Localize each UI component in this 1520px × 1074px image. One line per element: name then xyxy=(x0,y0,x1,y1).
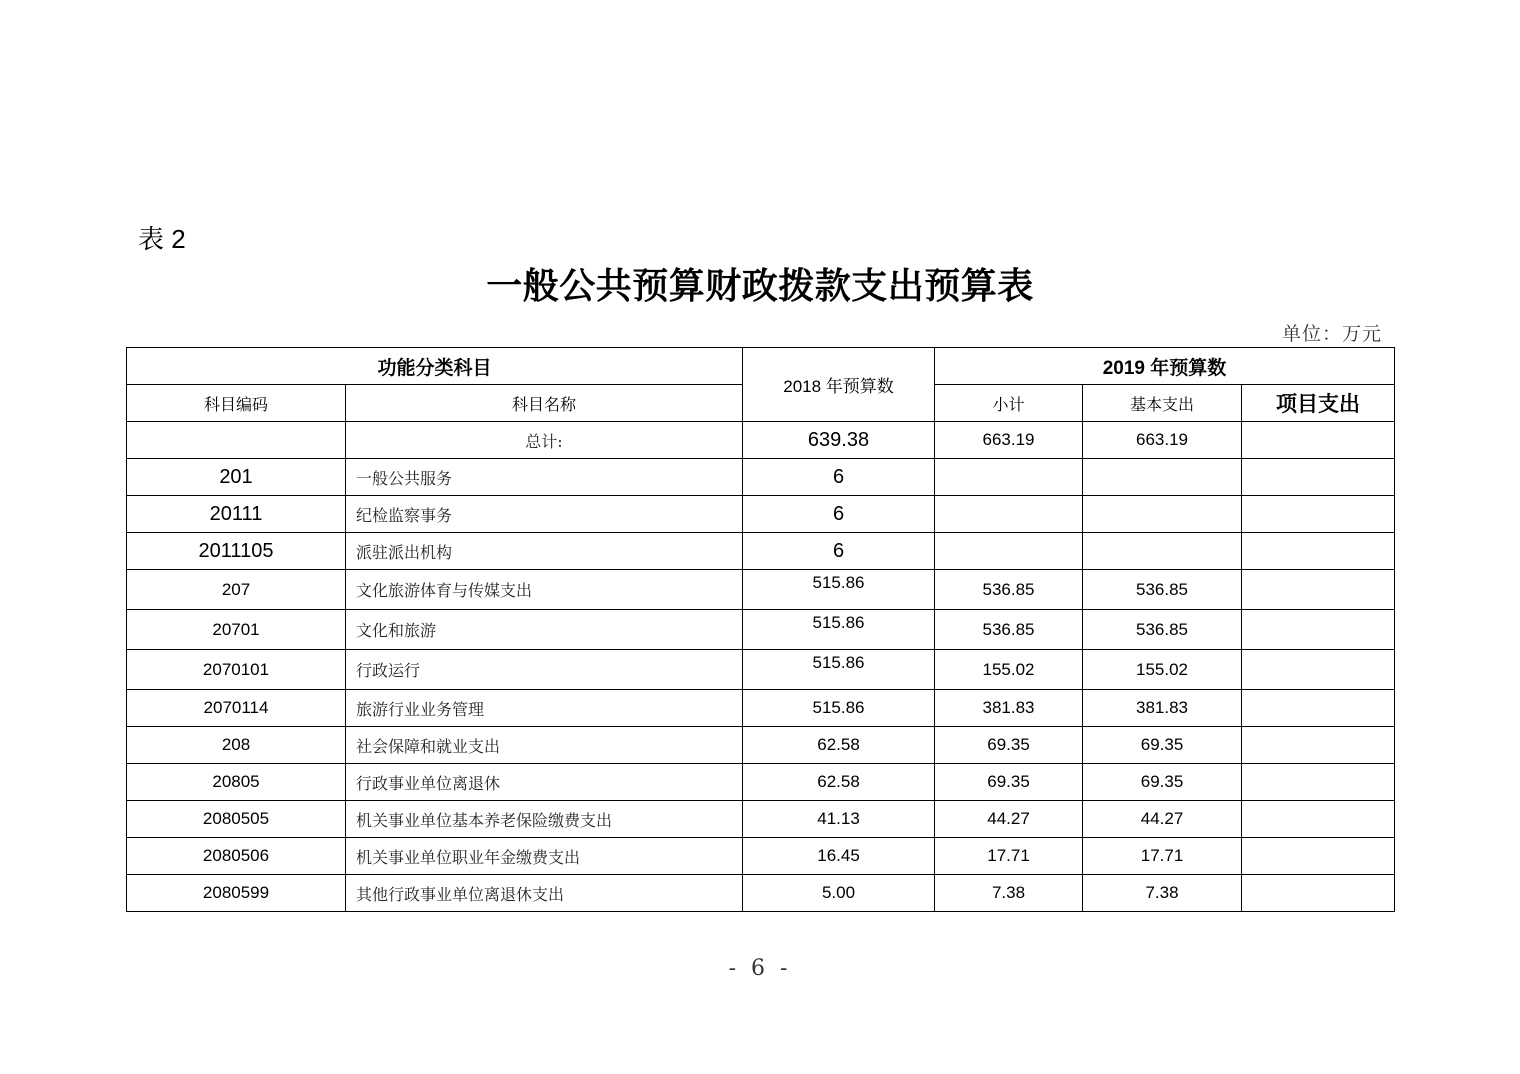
cell-project xyxy=(1242,459,1395,496)
cell-name: 行政运行 xyxy=(346,650,743,690)
cell-project xyxy=(1242,801,1395,838)
cell-subtotal: 536.85 xyxy=(935,570,1083,610)
cell-subtotal: 155.02 xyxy=(935,650,1083,690)
header-name: 科目名称 xyxy=(346,385,743,422)
table-row xyxy=(127,690,1395,727)
cell-project xyxy=(1242,727,1395,764)
cell-basic xyxy=(1083,496,1242,533)
header-basic: 基本支出 xyxy=(1083,385,1242,422)
cell-code xyxy=(127,422,346,459)
cell-budget-2018: 16.45 xyxy=(743,838,935,875)
cell-budget-2018: 515.86 xyxy=(743,690,935,727)
unit-note: 单位：万元 xyxy=(1281,323,1382,345)
cell-subtotal xyxy=(935,459,1083,496)
cell-subtotal: 381.83 xyxy=(935,690,1083,727)
cell-basic: 17.71 xyxy=(1083,838,1242,875)
cell-project xyxy=(1242,650,1395,690)
cell-name: 其他行政事业单位离退休支出 xyxy=(346,875,743,912)
cell-subtotal: 17.71 xyxy=(935,838,1083,875)
cell-basic xyxy=(1083,533,1242,570)
cell-basic: 155.02 xyxy=(1083,650,1242,690)
cell-project xyxy=(1242,496,1395,533)
cell-basic xyxy=(1083,459,1242,496)
cell-basic: 536.85 xyxy=(1083,570,1242,610)
cell-budget-2018: 6 xyxy=(743,533,935,570)
cell-code: 20805 xyxy=(127,764,346,801)
cell-name: 派驻派出机构 xyxy=(346,533,743,570)
cell-code: 2070101 xyxy=(127,650,346,690)
cell-budget-2018: 639.38 xyxy=(743,422,935,459)
cell-project xyxy=(1242,570,1395,610)
table-label: 表 2 xyxy=(138,224,186,254)
cell-budget-2018: 5.00 xyxy=(743,875,935,912)
table-row xyxy=(127,459,1395,496)
cell-name: 一般公共服务 xyxy=(346,459,743,496)
cell-name: 旅游行业业务管理 xyxy=(346,690,743,727)
document-title: 一般公共预算财政拨款支出预算表 xyxy=(486,265,1034,306)
header-code: 科目编码 xyxy=(127,385,346,422)
cell-basic: 381.83 xyxy=(1083,690,1242,727)
cell-subtotal: 69.35 xyxy=(935,727,1083,764)
cell-basic: 7.38 xyxy=(1083,875,1242,912)
cell-name: 行政事业单位离退休 xyxy=(346,764,743,801)
table-row xyxy=(127,570,1395,610)
cell-budget-2018: 6 xyxy=(743,459,935,496)
cell-code: 20701 xyxy=(127,610,346,650)
cell-code: 201 xyxy=(127,459,346,496)
cell-project xyxy=(1242,610,1395,650)
cell-project xyxy=(1242,838,1395,875)
cell-budget-2018: 6 xyxy=(743,496,935,533)
table-row xyxy=(127,801,1395,838)
cell-code: 2080599 xyxy=(127,875,346,912)
cell-name: 纪检监察事务 xyxy=(346,496,743,533)
cell-basic: 69.35 xyxy=(1083,764,1242,801)
cell-subtotal xyxy=(935,496,1083,533)
table-row-total xyxy=(127,422,1395,459)
cell-name: 总计: xyxy=(346,422,743,459)
budget-table xyxy=(126,347,1395,912)
table-row xyxy=(127,496,1395,533)
cell-name: 文化和旅游 xyxy=(346,610,743,650)
cell-budget-2018: 515.86 xyxy=(743,570,935,610)
page-number: - 6 - xyxy=(728,956,792,981)
cell-code: 207 xyxy=(127,570,346,610)
header-budget-2018: 2018 年预算数 xyxy=(743,348,935,422)
table-row xyxy=(127,727,1395,764)
cell-subtotal: 663.19 xyxy=(935,422,1083,459)
table-row xyxy=(127,875,1395,912)
cell-budget-2018: 41.13 xyxy=(743,801,935,838)
cell-budget-2018: 62.58 xyxy=(743,727,935,764)
cell-project xyxy=(1242,764,1395,801)
cell-code: 2011105 xyxy=(127,533,346,570)
cell-code: 2080506 xyxy=(127,838,346,875)
header-project: 项目支出 xyxy=(1242,385,1395,422)
cell-code: 208 xyxy=(127,727,346,764)
cell-budget-2018: 515.86 xyxy=(743,610,935,650)
cell-subtotal: 69.35 xyxy=(935,764,1083,801)
header-budget-2019-group: 2019 年预算数 xyxy=(935,348,1395,385)
table-row xyxy=(127,764,1395,801)
cell-basic: 536.85 xyxy=(1083,610,1242,650)
cell-project xyxy=(1242,690,1395,727)
cell-name: 社会保障和就业支出 xyxy=(346,727,743,764)
cell-code: 2070114 xyxy=(127,690,346,727)
header-subtotal: 小计 xyxy=(935,385,1083,422)
table-row xyxy=(127,610,1395,650)
cell-code: 2080505 xyxy=(127,801,346,838)
cell-basic: 663.19 xyxy=(1083,422,1242,459)
cell-project xyxy=(1242,422,1395,459)
cell-name: 文化旅游体育与传媒支出 xyxy=(346,570,743,610)
cell-name: 机关事业单位基本养老保险缴费支出 xyxy=(346,801,743,838)
cell-subtotal xyxy=(935,533,1083,570)
cell-basic: 44.27 xyxy=(1083,801,1242,838)
cell-budget-2018: 62.58 xyxy=(743,764,935,801)
cell-budget-2018: 515.86 xyxy=(743,650,935,690)
header-category-group: 功能分类科目 xyxy=(127,348,743,385)
table-row xyxy=(127,838,1395,875)
cell-subtotal: 7.38 xyxy=(935,875,1083,912)
table-row xyxy=(127,650,1395,690)
cell-project xyxy=(1242,533,1395,570)
header-row-group xyxy=(127,348,1395,385)
cell-basic: 69.35 xyxy=(1083,727,1242,764)
table-row xyxy=(127,533,1395,570)
cell-code: 20111 xyxy=(127,496,346,533)
cell-name: 机关事业单位职业年金缴费支出 xyxy=(346,838,743,875)
cell-subtotal: 44.27 xyxy=(935,801,1083,838)
cell-project xyxy=(1242,875,1395,912)
cell-subtotal: 536.85 xyxy=(935,610,1083,650)
